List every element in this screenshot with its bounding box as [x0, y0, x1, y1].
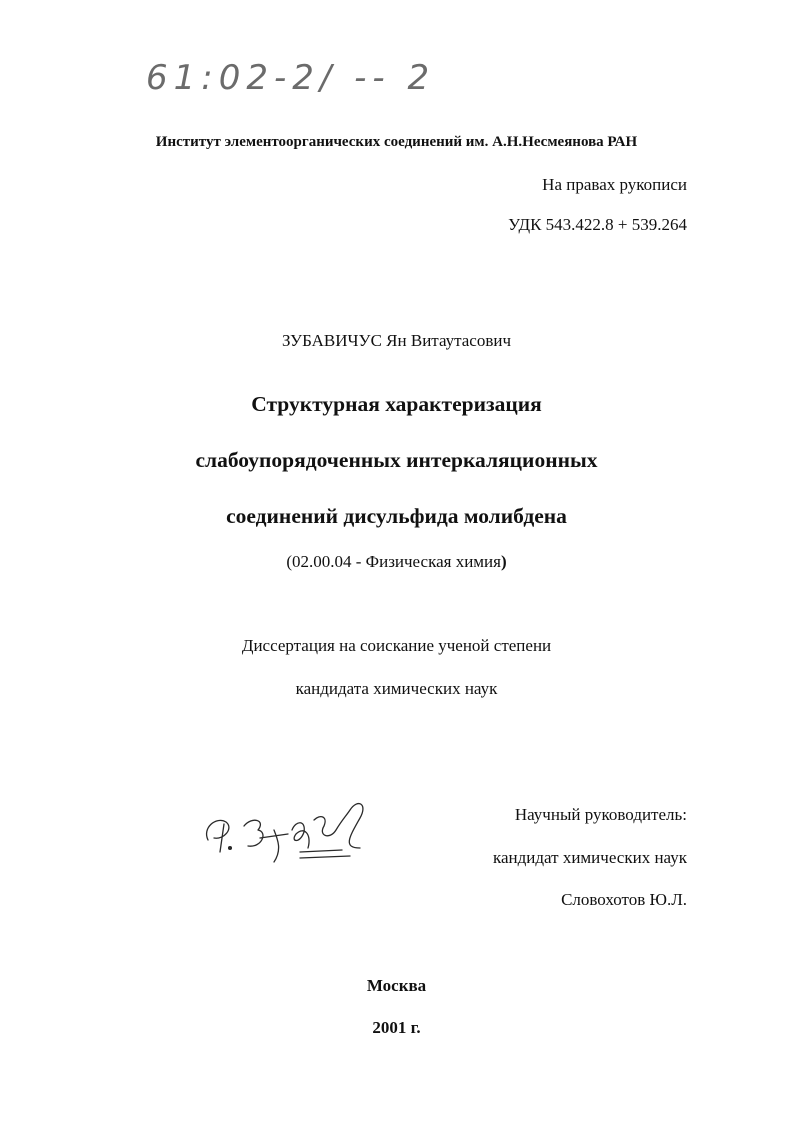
supervisor-degree: кандидат химических наук [493, 848, 687, 867]
specialty-text: (02.00.04 - Физическая химия [286, 552, 501, 571]
specialty-code [0, 552, 793, 572]
supervisor-name: Словохотов Ю.Л. [561, 890, 687, 909]
title-line-2: слабоупорядоченных интеркаляционных [195, 448, 598, 472]
title-line-3: соединений дисульфида молибдена [226, 504, 567, 528]
udk-code: УДК 543.422.8 + 539.264 [508, 215, 687, 234]
year: 2001 г. [372, 1018, 421, 1037]
institute-name: Институт элементоорганических соединений им. А.Н.Несмеянова РАН [155, 134, 638, 150]
city: Москва [366, 976, 427, 995]
author-name: ЗУБАВИЧУС Ян Витаутасович [281, 331, 512, 350]
specialty-close-paren: ) [500, 552, 507, 571]
archive-number-handwritten: 61:02-2/ -- 2 [146, 58, 436, 98]
supervisor-heading: Научный руководитель: [514, 805, 687, 824]
dissertation-line-1: Диссертация на соискание ученой степени [241, 636, 552, 655]
dissertation-line-2: кандидата химических наук [295, 679, 498, 698]
title-line-1: Структурная характеризация [251, 392, 542, 416]
signature-image [200, 790, 400, 870]
manuscript-rights: На правах рукописи [542, 175, 687, 194]
